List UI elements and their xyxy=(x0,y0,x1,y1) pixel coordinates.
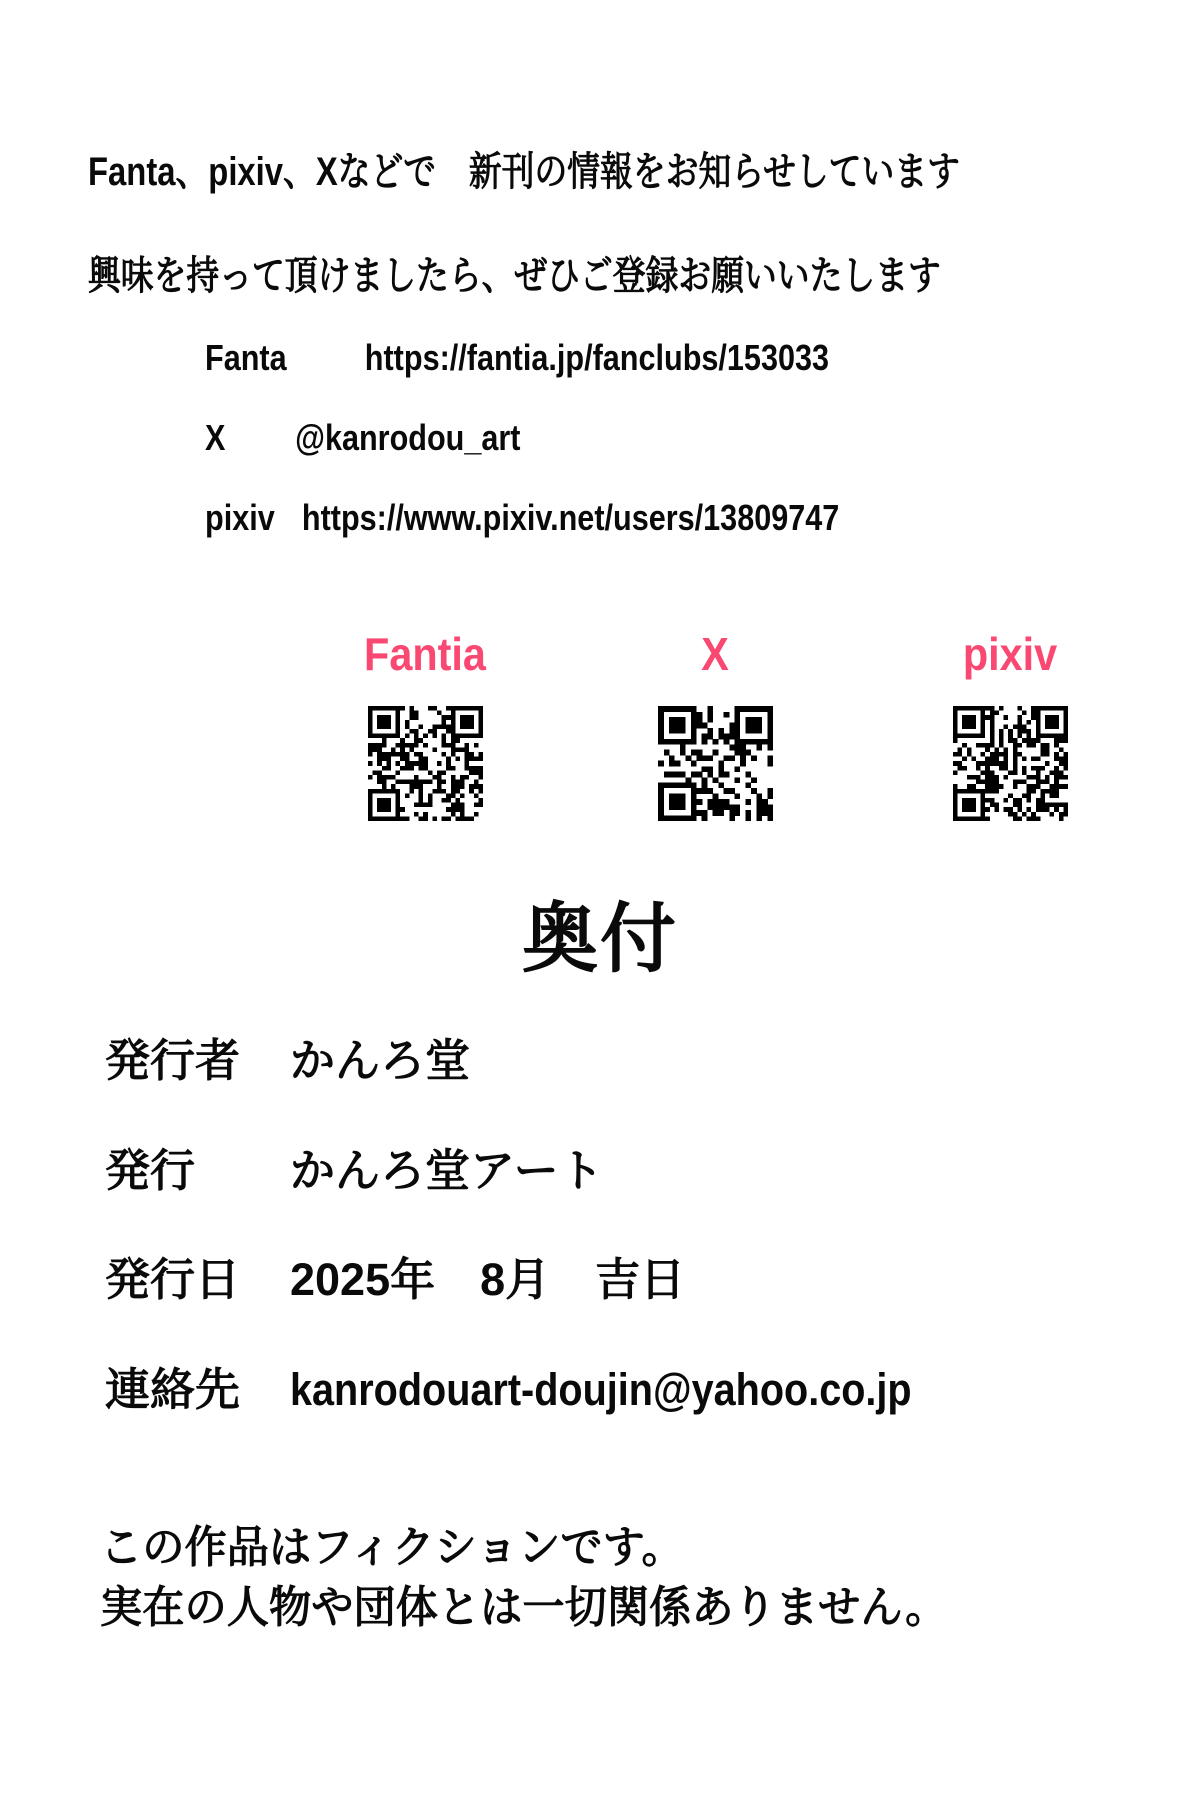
pixiv-url: https://www.pixiv.net/users/13809747 xyxy=(301,497,840,538)
fantia-qr-column xyxy=(345,628,505,826)
publication-value: かんろ堂アート xyxy=(290,1145,604,1196)
pixiv-qr-code-icon xyxy=(953,706,1068,821)
publication-label: 発行 xyxy=(105,1145,196,1196)
pixiv-qr-label: pixiv xyxy=(962,628,1058,680)
x-qr-column xyxy=(635,628,795,826)
contact-row xyxy=(105,1363,996,1417)
fantia-qr-code-icon xyxy=(368,706,483,821)
announcement-line-1: Fanta、pixiv、Xなどで 新刊の情報をお知らせしています xyxy=(88,150,960,194)
x-handle: @kanrodou_art xyxy=(295,417,521,458)
fanta-service-label: Fanta xyxy=(205,337,287,378)
fanta-url: https://fantia.jp/fanclubs/153033 xyxy=(364,337,830,378)
fanta-account-row xyxy=(205,336,829,379)
fantia-qr-label: Fantia xyxy=(364,628,486,680)
contact-email: kanrodouart-doujin@yahoo.co.jp xyxy=(290,1364,912,1415)
pixiv-service-label: pixiv xyxy=(205,497,275,538)
publisher-label: 発行者 xyxy=(105,1035,241,1086)
pixiv-account-row xyxy=(205,496,839,539)
disclaimer-line-2: 実在の人物や団体とは一切関係ありません。 xyxy=(100,1583,948,1632)
announcement-line-2: 興味を持って頂けましたら、ぜひご登録お願いいたします xyxy=(88,254,941,298)
fiction-disclaimer xyxy=(100,1518,947,1638)
x-service-label: X xyxy=(205,417,226,458)
disclaimer-line-1: この作品はフィクションです。 xyxy=(100,1523,684,1572)
colophon-title: 奥付 xyxy=(522,897,678,982)
publication-date-label: 発行日 xyxy=(105,1254,241,1305)
pixiv-qr-column xyxy=(930,628,1090,826)
publisher-value: かんろ堂 xyxy=(290,1035,471,1086)
publication-row xyxy=(105,1144,604,1198)
x-qr-code-icon xyxy=(658,706,773,821)
publisher-row xyxy=(105,1034,470,1088)
x-qr-label: X xyxy=(701,628,729,680)
contact-label: 連絡先 xyxy=(105,1364,241,1415)
x-account-row xyxy=(205,416,520,459)
publication-date-value: 2025年 8月 吉日 xyxy=(290,1254,686,1305)
publication-date-row xyxy=(105,1253,685,1307)
